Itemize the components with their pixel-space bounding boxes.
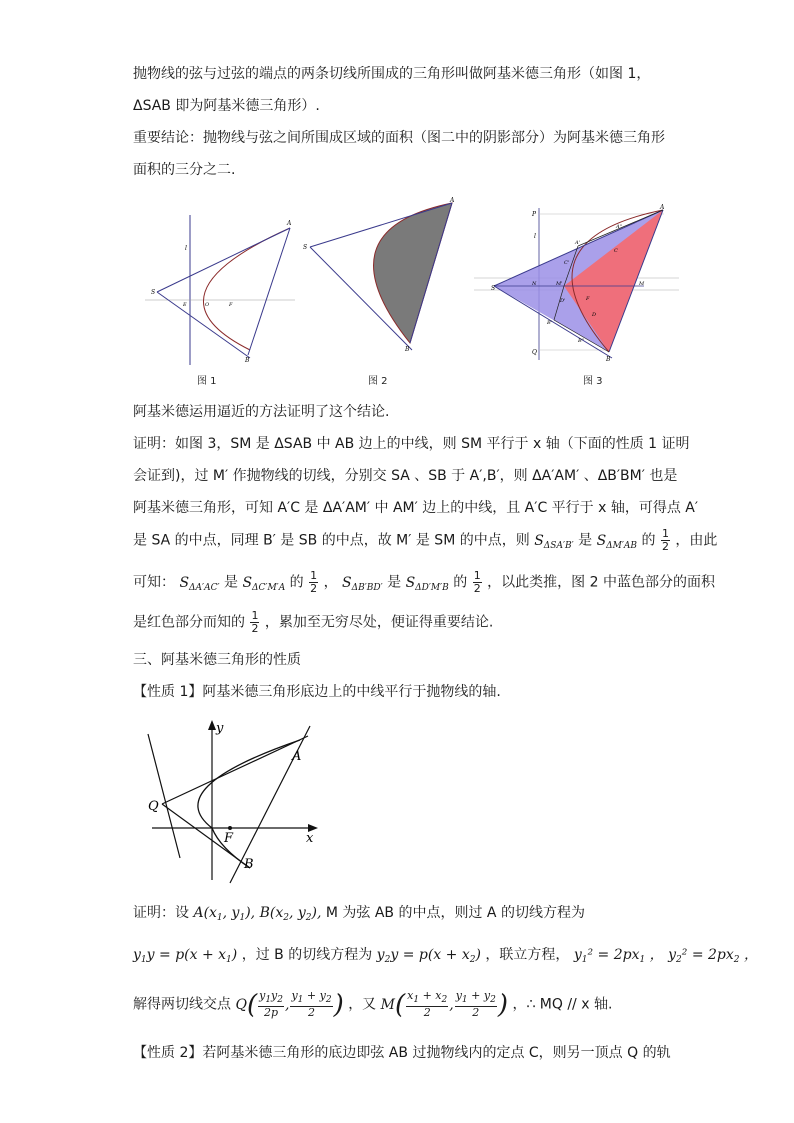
area-s4: $S_{\Delta C'M'A}$: [242, 574, 286, 593]
area-s2: $S_{\Delta M'AB}$: [596, 532, 638, 551]
figure-3: [474, 200, 684, 365]
fig3-label-Q: Q: [532, 349, 537, 356]
proof1-line-4-d: ，由此: [675, 532, 718, 549]
figure-4: [140, 718, 325, 888]
proof1-line-5-e: 是: [387, 574, 402, 591]
proof2-line-3-b: ，又: [348, 996, 377, 1013]
property-2: 【性质 2】若阿基米德三角形的底边即弦 AB 过抛物线内的定点 C，则另一顶点 Q 的轨: [133, 1045, 671, 1061]
fig1-label-A: A: [287, 220, 292, 227]
fig3-label-A: A: [660, 204, 665, 211]
fig4-label-B: B: [244, 857, 254, 872]
proof1-line-1: 证明：如图 3，SM 是 ΔSAB 中 AB 边上的中线，则 SM 平行于 x 轴（下面的性质 1 证明: [133, 436, 690, 452]
fig4-label-F: F: [224, 831, 234, 846]
proof1-line-5-f: 的: [453, 574, 468, 591]
proof1-line-5: [133, 569, 715, 598]
proof1-line-2: 会证到)，过 M′ 作抛物线的切线，分别交 SA 、SB 于 A′,B′，则 ΔA′AM′ 、ΔB′BM′ 也是: [133, 468, 678, 484]
proof1-line-4-b: 是: [578, 532, 593, 549]
fraction-half: $\frac{1}{2}$: [473, 569, 481, 595]
fig3-label-N: N: [532, 281, 537, 287]
proof1-line-5-g: ，以此类推，图 2 中蓝色部分的面积: [487, 574, 715, 591]
proof1-line-6: [133, 610, 673, 635]
fig3-label-M-prime: M': [556, 281, 563, 287]
intro-line-1: 抛物线的弦与过弦的端点的两条切线所围成的三角形叫做阿基米德三角形（如图 1，: [133, 66, 651, 82]
proof2-line-3-a: 解得两切线交点: [133, 996, 231, 1013]
proof1-line-4: [133, 527, 718, 556]
fig3-label-P: P: [532, 211, 537, 218]
fraction-half: $\frac{1}{2}$: [310, 569, 318, 595]
tangent-a: $y_1y = p(x + x_1)$: [133, 947, 238, 965]
fraction-half: $\frac{1}{2}$: [661, 527, 669, 553]
fig3-label-A-double-prime: A'': [616, 224, 623, 230]
proof2-line-1-a: 证明：设: [133, 905, 189, 921]
fig1-label-E: E: [183, 302, 187, 308]
intro-line-2: ΔSAB 即为阿基米德三角形）.: [133, 98, 320, 114]
fig3-label-B-double-prime: B'': [578, 338, 585, 344]
proof1-intro: 阿基米德运用逼近的方法证明了这个结论.: [133, 404, 390, 420]
figure-1: [145, 210, 310, 370]
fig2-label-B: B: [405, 346, 410, 353]
fig1-label-B: B: [245, 357, 250, 364]
point-q: Q( $\frac{y_1y_2}{2p}$ , $\frac{y_1 + y_2}{2}$ ): [235, 989, 344, 1020]
proof1-line-3: 阿基米德三角形，可知 A′C 是 ΔA′AM′ 中 AM′ 边上的中线，且 A′C 平行于 x 轴，可得点 A′: [133, 500, 699, 516]
proof2-line-2-b: ，联立方程，: [485, 947, 570, 963]
fig1-label-O: O: [205, 302, 210, 308]
conditions: $y_1^2 = 2px_1$ ， $y_2^2 = 2px_2$ ，: [573, 947, 758, 965]
fig4-label-A: A: [292, 749, 302, 764]
proof1-line-6-a: 是红色部分而知的: [133, 614, 245, 631]
fig3-label-A-prime: A': [575, 240, 580, 246]
proof1-line-4-c: 的: [641, 532, 656, 549]
fig3-label-C-prime: C': [564, 260, 570, 266]
proof2-line-3: [133, 990, 673, 1019]
fig3-label-S: S: [491, 285, 496, 292]
fig1-label-S: S: [151, 289, 156, 296]
proof2-line-1: [133, 903, 673, 928]
fig3-label-M: M: [639, 281, 645, 287]
fig3-label-l: l: [534, 233, 536, 240]
intro-line-4: 面积的三分之二.: [133, 162, 236, 178]
points-ab: $A(x_1$, $y_1$), $B(x_2$, $y_2$),: [193, 905, 322, 923]
area-s1: $S_{\Delta SA'B'}$: [534, 532, 574, 551]
fraction-half: $\frac{1}{2}$: [251, 609, 259, 635]
proof1-line-6-b: ，累加至无穷尽处，便证得重要结论.: [264, 614, 494, 631]
proof2-line-2-a: ，过 B 的切线方程为: [241, 947, 373, 963]
proof1-line-5-a: 可知：: [133, 574, 175, 591]
fig1-label-l: l: [185, 245, 187, 252]
fig2-label-S: S: [303, 244, 308, 251]
tangent-b: $y_2y = p(x + x_2)$: [376, 947, 481, 965]
fig4-label-Q: Q: [148, 799, 159, 814]
proof2-line-2: [133, 945, 758, 970]
proof2-line-3-c: ，∴ MQ // x 轴.: [512, 996, 613, 1013]
fig3-label-D-prime: D': [560, 298, 566, 304]
fig3-label-F: F: [586, 296, 590, 302]
intro-line-3: 重要结论：抛物线与弦之间所围成区域的面积（图二中的阴影部分）为阿基米德三角形: [133, 130, 665, 146]
area-s6: $S_{\Delta D'M'B}$: [405, 574, 449, 593]
figure-2: [300, 195, 470, 360]
area-s3: $S_{\Delta A'AC'}$: [179, 574, 220, 593]
point-m: M( $\frac{x_1 + x_2}{2}$ , $\frac{y_1 + y_2}{2}$ ): [380, 989, 508, 1020]
proof2-line-1-b: M 为弦 AB 的中点，则过 A 的切线方程为: [325, 905, 585, 921]
proof1-line-5-b: 是: [223, 574, 238, 591]
proof1-line-4-a: 是 SA 的中点，同理 B′ 是 SB 的中点，故 M′ 是 SM 的中点，则: [133, 532, 530, 549]
fig3-label-D: D: [592, 312, 597, 318]
proof1-line-5-c: 的: [289, 574, 304, 591]
fig4-label-y: y: [216, 721, 224, 736]
fig1-label-F: F: [229, 302, 233, 308]
property-1: 【性质 1】阿基米德三角形底边上的中线平行于抛物线的轴.: [133, 684, 501, 700]
figure-2-caption: 图 2: [368, 376, 388, 387]
proof1-line-5-d: ，: [323, 574, 338, 591]
fig4-label-x: x: [306, 831, 314, 846]
figure-3-caption: 图 3: [583, 376, 603, 387]
area-s5: $S_{\Delta B'BD'}$: [342, 574, 383, 593]
section-heading: 三、阿基米德三角形的性质: [133, 652, 301, 668]
fig3-label-B-prime: B': [547, 320, 553, 326]
fig3-label-C: C: [614, 248, 618, 254]
fig2-label-A: A: [450, 197, 455, 204]
fig3-label-B: B: [606, 356, 611, 363]
figure-1-caption: 图 1: [197, 376, 217, 387]
